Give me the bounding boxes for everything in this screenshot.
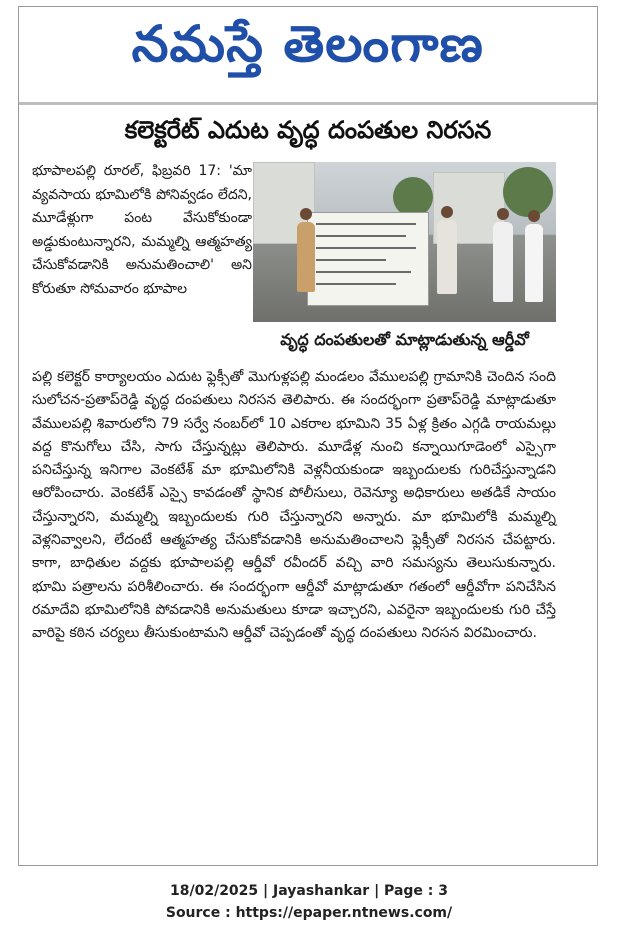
photo-protest-flex-banner: [307, 212, 429, 306]
photo-person-head: [300, 208, 312, 220]
photo-person-head: [528, 210, 540, 222]
photo-tree: [503, 167, 553, 217]
photo-person: [525, 224, 543, 302]
masthead: [19, 7, 597, 93]
photo-person: [297, 222, 315, 292]
article-lead-column: భూపాలపల్లి రూరల్, ఫిబ్రవరి 17: 'మా వ్యవసాయ భూమిలోకి పోనివ్వడం లేదని, మూడేళ్లుగా పంట వేసుకోకుండా అడ్డుకుంటున్నారని, మమ్మల్ని ఆత్మహత్య చేసుకోవడానికి అనుమతించాలి' అని కోరుతూ సోమవారం భూపాల: [32, 163, 252, 297]
masthead-divider: [19, 102, 597, 105]
photo-person-head: [497, 208, 509, 220]
footer-source-link[interactable]: Source : https://epaper.ntnews.com/: [165, 905, 453, 921]
article-headline: కలెక్టరేట్ ఎదుట వృద్ధ దంపతుల నిరసన: [124, 116, 492, 144]
clipping-footer: [0, 880, 618, 924]
photo-person-head: [441, 206, 453, 218]
photo-caption: వృద్ధ దంపతులతో మాట్లాడుతున్న ఆర్డీవో: [280, 329, 529, 349]
masthead-title: నమస్తే తెలంగాణ: [131, 14, 485, 73]
photo-tree: [393, 177, 433, 217]
photo-person: [493, 222, 513, 302]
article-photo: [253, 162, 556, 322]
footer-date-edition: 18/02/2025 | Jayashankar | Page : 3: [170, 883, 448, 899]
photo-person: [437, 220, 457, 294]
article-body: పల్లి కలెక్టర్ కార్యాలయం ఎదుట ఫ్లెక్సీతో మొగుళ్లపల్లి మండలం వేములపల్లి గ్రామానికి చెందిన సంది సులోచన-ప్రతాప్‌రెడ్డి వృద్ధ దంపతులు నిరసన తెలిపారు. ఈ సందర్భంగా ప్రతాప్‌రెడ్డి మాట్లాడుతూ వేములపల్లి శివారులోని 79 సర్వే నంబర్‌లో 10 ఎకరాల భూమిని 35 ఏళ్ల క్రితం ఎగ్గడి రాయమల్లు వద్ద కొనుగోలు చేసి, సాగు చేస్తున్నట్లు తెలిపారు. మూడేళ్ల నుంచి కన్నాయిగూడెంలో ఎస్సైగా పనిచేస్తున్న ఇనిగాల వెంకటేశ్ మా భూమిలోనికి వెళ్లనీయకుండా ఇబ్బందులకు గురిచేస్తున్నాడని ఆరోపించారు. వెంకటేశ్ ఎస్సై కావడంతో స్థానిక పోలీసులు, రెవెన్యూ అధికారులు అతడికే సాయం చేస్తున్నారని, మమ్మల్ని ఇబ్బందులకు గురి చేస్తున్నారని అన్నారు. మా భూమిలోకి మమ్మల్ని వెళ్లనివ్వాలని, లేదంటే ఆత్మహత్య చేసుకోవడానికి అనుమతించాలని ఫ్లెక్సీతో నిరసన చేపట్టారు. కాగా, బాధితుల వద్దకు భూపాలపల్లి ఆర్డీవో రవీందర్ వచ్చి వారి సమస్యను తెలుసుకున్నారు. భూమి పత్రాలను పరిశీలించారు. ఈ సందర్భంగా ఆర్డీవో మాట్లాడుతూ గతంలో ఆర్డీవోగా పనిచేసిన రమాదేవి భూమిలోనికి పోవడానికి అనుమతులు కూడా ఇచ్చారని, ఎవరైనా ఇబ్బందులకు గురి చేస్తే వారిపై కఠిన చర్యలు తీసుకుంటామని ఆర్డీవో చెప్పడంతో వృద్ధ దంపతులు నిరసన విరమించారు.: [32, 369, 556, 642]
